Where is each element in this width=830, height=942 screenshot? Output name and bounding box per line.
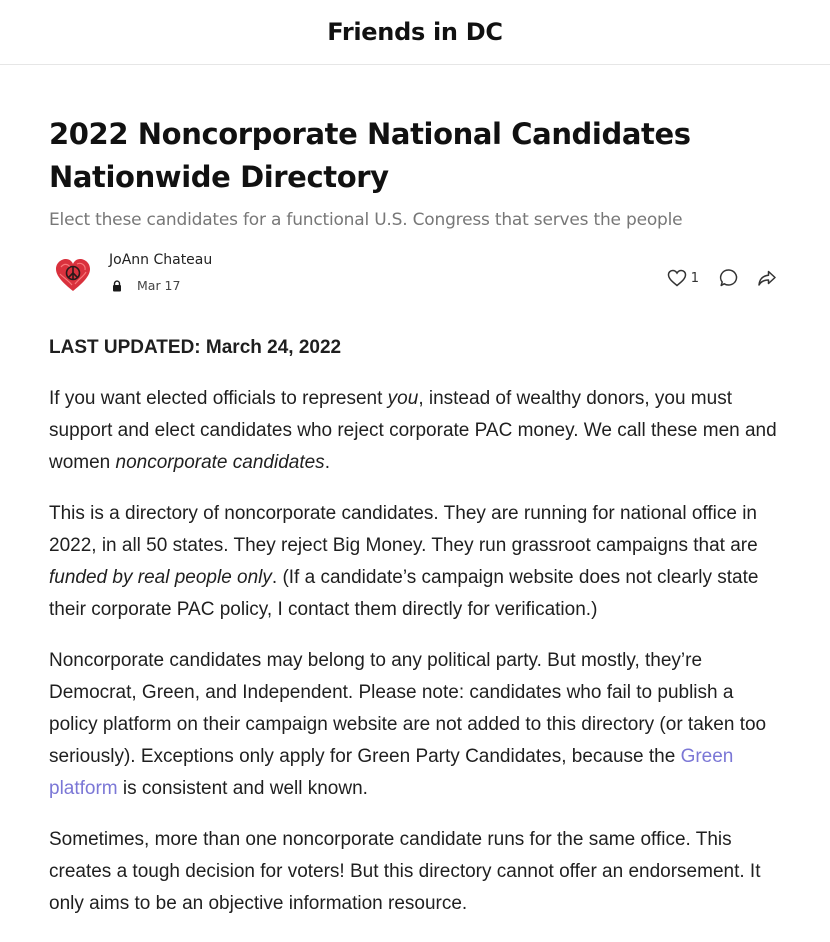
comment-icon — [719, 268, 739, 288]
top-bar — [0, 0, 830, 65]
p1-text-a: If you want elected officials to represent — [49, 388, 388, 409]
post-meta — [109, 278, 180, 293]
comment-button[interactable] — [719, 268, 739, 288]
p2-text-a: This is a directory of noncorporate candidates. They are running for national office in 2022, in all 50 states. They reject Big Money. They run grassroot campaigns that are — [49, 503, 758, 556]
p1-emphasis-noncorporate: noncorporate candidates — [115, 452, 325, 473]
post-actions — [667, 268, 777, 288]
last-updated: LAST UPDATED: March 24, 2022 — [49, 337, 342, 358]
lock-icon — [111, 280, 123, 292]
post-title-line-2: Nationwide Directory — [49, 160, 389, 194]
p2-text-c: . (If a candidate’s campaign website does not clearly state their corporate PAC policy, I contact them directly for verification.) — [49, 567, 759, 620]
share-icon — [757, 268, 777, 288]
green-platform-link[interactable]: Green platform — [49, 746, 734, 799]
p1-emphasis-you: you — [387, 388, 419, 409]
paragraph-3 — [49, 645, 781, 805]
share-button[interactable] — [757, 268, 777, 288]
post-body — [49, 332, 781, 920]
article — [0, 113, 830, 920]
like-button[interactable] — [667, 269, 699, 287]
heart-peace-avatar[interactable] — [55, 258, 91, 294]
publication-title[interactable]: Friends in DC — [327, 18, 503, 46]
heart-icon — [667, 269, 687, 287]
byline — [49, 252, 781, 312]
p1-text-c: , instead of wealthy donors, you must support and elect candidates who reject corporate PAC money. We call these men and women — [49, 388, 777, 473]
author-name[interactable]: JoAnn Chateau — [109, 252, 213, 268]
post-title-line-1: 2022 Noncorporate National Candidates — [49, 117, 691, 151]
like-count: 1 — [690, 270, 699, 286]
p3-text-a: Noncorporate candidates may belong to any political party. But mostly, they’re Democrat, Green, and Independent. Please note: candidates who fail to publish a policy platform on their campaign website are not added to this directory (or taken too seriously). Exceptions only apply for Green Party Candidates, because the — [49, 650, 767, 767]
p3-text-b: is consistent and well known. — [117, 778, 368, 799]
paragraph-4: Sometimes, more than one noncorporate candidate runs for the same office. This creates a tough decision for voters! But this directory cannot offer an endorsement. It only aims to be an objective information resource. — [49, 829, 761, 914]
p2-emphasis-funded: funded by real people only — [49, 567, 272, 588]
p1-text-e: . — [324, 452, 330, 473]
post-subtitle: Elect these candidates for a functional U.S. Congress that serves the people — [49, 210, 683, 230]
post-date: Mar 17 — [137, 278, 181, 293]
paragraph-2 — [49, 498, 781, 626]
paragraph-1 — [49, 383, 781, 479]
post-title — [49, 113, 781, 199]
